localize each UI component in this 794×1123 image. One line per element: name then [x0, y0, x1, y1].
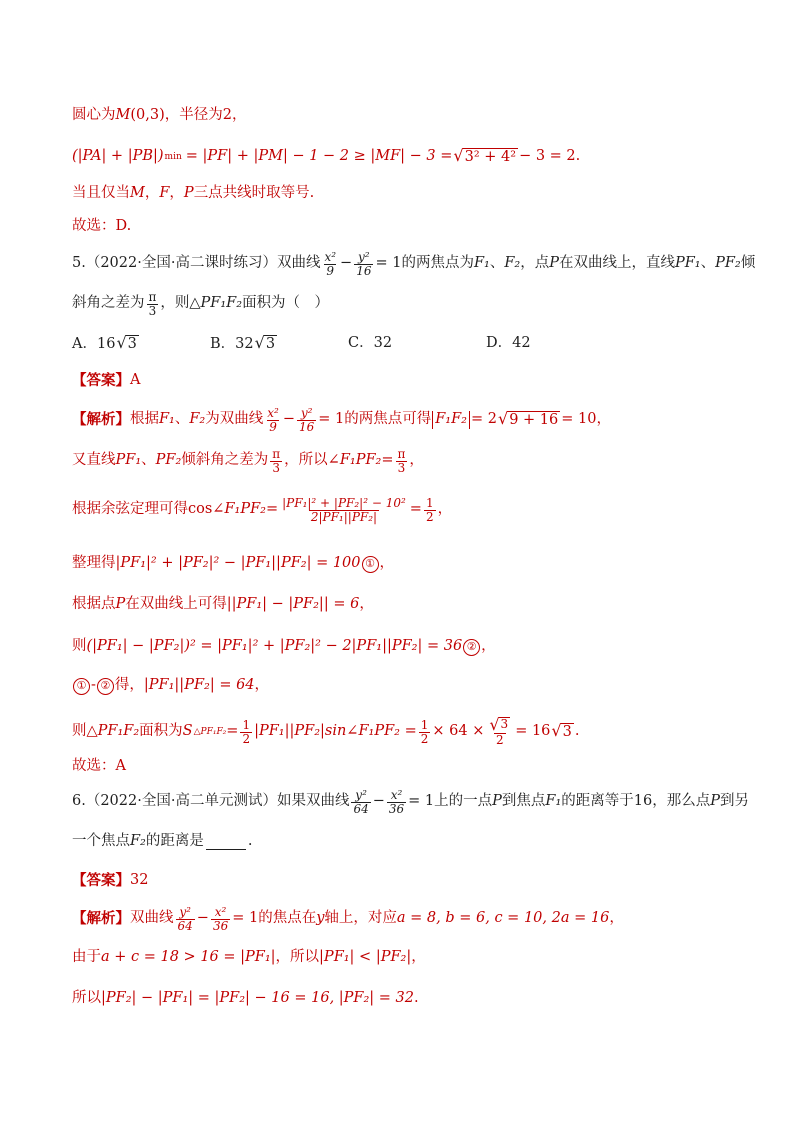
text: 得，	[114, 677, 144, 694]
min-middle: = |PF| + |PM| − 1 − 2 ≥ |MF| − 3 =	[185, 148, 453, 165]
punct: .	[574, 723, 580, 740]
text: ，则△	[160, 295, 201, 312]
punct: ，	[437, 501, 453, 518]
q5-analysis-line6	[72, 627, 734, 667]
area-expression: |PF₁||PF₂|sin∠F₁PF₂ =	[254, 723, 417, 740]
point-p: P	[115, 596, 126, 613]
point-p: P	[549, 255, 559, 272]
parameter-values: a = 8, b = 6, c = 10, 2a = 16	[396, 910, 610, 927]
text: 根据	[130, 411, 159, 428]
text: 上的一点	[434, 793, 493, 810]
q6-prefix: 6.（2022·全国·高二单元测试）如果双曲线	[72, 793, 350, 810]
result-equation: |PF₂| − |PF₁| = |PF₂| − 16 = 16, |PF₂| = 32	[101, 990, 415, 1007]
line-pf2: PF₂	[155, 452, 182, 469]
frac-half: $\frac{1}{2}$	[425, 495, 434, 524]
focus-f2: F₂	[130, 833, 146, 850]
focus-f2: F₂	[189, 411, 206, 428]
text: 到焦点	[501, 793, 546, 810]
sqrt-expression: √ 3² + 4²	[453, 145, 517, 165]
product-result: |PF₁||PF₂| = 64	[143, 677, 255, 694]
punct: ，	[231, 107, 247, 124]
text: 在双曲线上可得	[125, 596, 227, 613]
focus-f1: F₁	[545, 793, 562, 810]
prev-choice: 故选：D.	[72, 218, 132, 235]
punct: 、	[141, 452, 156, 469]
option-a[interactable]: A．16 √ 3	[72, 332, 137, 352]
equals: =	[226, 723, 239, 740]
text: 面积为	[139, 723, 183, 740]
analysis-tag: 【解析】	[72, 411, 130, 429]
equals-one: = 1	[232, 910, 259, 927]
q6-answer	[72, 861, 734, 901]
q5-options	[72, 324, 734, 364]
equals-one: = 1	[375, 255, 402, 272]
radius-text: ，半径为	[164, 107, 223, 124]
focus-f1: F₁	[159, 411, 175, 428]
choice-text: 故选：A	[72, 758, 126, 775]
text: 的两焦点可得	[344, 411, 432, 428]
point-p: P	[710, 793, 721, 810]
text: 当且仅当	[72, 185, 130, 202]
radius-value: 2	[222, 107, 232, 124]
line-pf1: PF₁	[115, 452, 142, 469]
text: 又直线	[72, 452, 116, 469]
point-p: P	[492, 793, 502, 810]
frac-root3-over-2: √ 3 2	[489, 715, 509, 748]
area-subscript: △PF₁F₂	[193, 726, 227, 737]
text: 所以	[72, 990, 101, 1007]
q5-analysis-line1	[72, 400, 734, 440]
radicand: 3² + 4²	[464, 148, 517, 165]
triangle-name: PF₁F₂	[200, 295, 243, 312]
punct: .	[414, 990, 419, 1007]
frac-x: $\frac{\text{x²}}{36}$	[212, 904, 229, 933]
definition-equation: ||PF₁| − |PF₂|| = 6	[226, 596, 360, 613]
q5-analysis-line7	[72, 666, 734, 706]
q5-frac-x: $\frac{\text{x²}}{9}$	[324, 249, 337, 278]
q6-analysis-line2	[72, 938, 734, 978]
q5-frac-pi: $\frac{\pi}{3}$	[148, 289, 157, 318]
q5-analysis-line2	[72, 441, 734, 481]
q5-answer	[72, 361, 734, 401]
q6-analysis-line1	[72, 899, 734, 939]
line-pf1: PF₁	[674, 255, 701, 272]
point-m: M	[130, 185, 145, 202]
q5-frac-y: $\frac{\text{y²}}{16}$	[356, 249, 372, 278]
triangle-name: PF₁F₂	[97, 723, 140, 740]
minus: −	[282, 411, 295, 428]
q6-stem-line1	[72, 782, 750, 822]
answer-tag: 【答案】	[72, 372, 130, 390]
text: 斜角之差为	[72, 295, 145, 312]
q5-analysis-line3	[72, 490, 734, 530]
focus-f1: F₁	[473, 255, 490, 272]
focal-distance: F₁F₂	[432, 411, 470, 428]
punct: 、	[700, 255, 716, 272]
q5-stem-line1	[72, 244, 756, 284]
q5-choice	[72, 747, 734, 787]
text: 为双曲线	[205, 411, 264, 428]
minus: -	[91, 677, 96, 694]
text: 三点共线时取等号.	[193, 185, 315, 202]
q5-analysis-line8	[72, 712, 734, 752]
punct: ，	[609, 910, 624, 927]
text: 由于	[72, 949, 101, 966]
prev-min-line	[72, 137, 734, 177]
equals-one: = 1	[408, 793, 435, 810]
q6-frac-y: $\frac{\text{y²}}{64}$	[353, 787, 369, 816]
text: 的距离等于16，那么点	[561, 793, 711, 810]
equation-2: (|PF₁| − |PF₂|)² = |PF₁|² + |PF₂|² − 2|PF₁||PF₂| = 36	[86, 638, 463, 655]
text: 的焦点在	[258, 910, 317, 927]
inequality: a + c = 18 > 16 = |PF₁|	[101, 949, 276, 966]
center-text: 圆心为	[72, 107, 116, 124]
punct: 、	[489, 255, 505, 272]
q5-analysis-line4	[72, 544, 734, 584]
text: 面积为（ ）	[242, 295, 330, 312]
option-b[interactable]: B．32 √ 3	[210, 332, 276, 352]
q5-prefix: 5.（2022·全国·高二课时练习）双曲线	[72, 255, 321, 272]
text: = 16	[515, 723, 551, 740]
frac-x: $\frac{\text{x²}}{9}$	[267, 405, 279, 434]
min-tail: − 3 = 2	[519, 148, 576, 165]
center-point-m: M	[115, 107, 131, 124]
punct: ，	[254, 677, 270, 694]
q5-stem-line2	[72, 284, 734, 324]
circle-marker-2: ②	[97, 678, 114, 695]
frac-half-2: $\frac{1}{2}$	[420, 717, 429, 746]
text: ，所以∠	[284, 452, 340, 469]
text: 到另	[720, 793, 750, 810]
text: 双曲线	[130, 910, 174, 927]
inequality-2: |PF₁| < |PF₂|	[319, 949, 412, 966]
punct: ，	[144, 185, 160, 202]
punct: ，	[169, 185, 184, 202]
line-pf2: PF₂	[715, 255, 741, 272]
equals: =	[265, 501, 279, 518]
q5-analysis-line5	[72, 585, 734, 625]
q6-stem-line2	[72, 822, 734, 862]
punct: ，	[359, 596, 374, 613]
text: 整理得	[72, 555, 116, 572]
text: 则△	[72, 723, 98, 740]
text: 则	[72, 638, 87, 655]
punct: ，	[596, 411, 611, 428]
q6-analysis-line3	[72, 979, 734, 1019]
minus: −	[340, 255, 353, 272]
text: 一个焦点	[72, 833, 130, 850]
text: 在双曲线上，直线	[558, 255, 675, 272]
frac-pi: $\frac{\pi}{3}$	[272, 446, 281, 475]
option-d[interactable]: D．42	[486, 335, 531, 352]
text: 轴上，对应	[324, 910, 397, 927]
punct: ，	[481, 638, 496, 655]
text: 倾斜角之差为	[181, 452, 269, 469]
equals-one: = 1	[318, 411, 345, 428]
answer-value: 32	[130, 872, 149, 889]
frac-pi-2: $\frac{\pi}{3}$	[397, 446, 406, 475]
text: × 64 ×	[432, 723, 485, 740]
point-f: F	[159, 185, 170, 202]
text: = 10	[561, 411, 597, 428]
frac-y: $\frac{\text{y²}}{16}$	[298, 405, 315, 434]
text: = 2	[471, 411, 497, 428]
angle-name: F₁PF₂	[224, 501, 266, 518]
minus: −	[196, 910, 209, 927]
equation-1: |PF₁|² + |PF₂|² − |PF₁||PF₂| = 100	[115, 555, 361, 572]
text: ，点	[520, 255, 550, 272]
equals: =	[381, 452, 394, 469]
cosine-fraction: $\frac{\text{|PF₁|² + |PF₂|² − 10²}}{\text{2|PF₁||PF₂|}}$	[282, 495, 406, 524]
equals: =	[409, 501, 422, 518]
punct: .	[247, 833, 253, 850]
text: 倾	[740, 255, 756, 272]
angle-name: F₁PF₂	[339, 452, 382, 469]
circle-marker-2: ②	[463, 639, 480, 656]
text: ，所以	[275, 949, 320, 966]
punct: ，	[411, 949, 426, 966]
punct: .	[575, 148, 581, 165]
answer-blank[interactable]	[206, 835, 246, 850]
sqrt-3: √ 3	[551, 720, 572, 740]
circle-marker-1: ①	[362, 556, 379, 573]
prev-choice-line	[72, 207, 734, 247]
prev-center-line	[72, 96, 734, 136]
text: 的两焦点为	[401, 255, 474, 272]
punct: ，	[409, 452, 424, 469]
text: 根据余弦定理可得cos∠	[72, 501, 225, 518]
area-symbol: S	[182, 723, 193, 740]
point-p: P	[183, 185, 194, 202]
frac-half: $\frac{1}{2}$	[242, 717, 251, 746]
q6-frac-x: $\frac{\text{x²}}{36}$	[388, 787, 405, 816]
answer-value: A	[130, 372, 141, 389]
min-lhs: (|PA| + |PB|)	[72, 148, 164, 165]
punct: ，	[379, 555, 395, 572]
text: 的距离是	[145, 833, 204, 850]
sqrt-expression: √ 9 + 16	[497, 408, 559, 428]
min-subscript: min	[164, 151, 182, 162]
frac-y: $\frac{\text{y²}}{64}$	[177, 904, 193, 933]
answer-tag: 【答案】	[72, 872, 130, 890]
punct: 、	[174, 411, 190, 428]
circle-marker-1: ①	[73, 678, 90, 695]
minus: −	[372, 793, 385, 810]
text: 根据点	[72, 596, 116, 613]
axis-y: y	[316, 910, 325, 927]
center-coords: (0,3)	[130, 107, 165, 124]
option-c[interactable]: C．32	[348, 335, 393, 352]
focus-f2: F₂	[504, 255, 521, 272]
analysis-tag: 【解析】	[72, 910, 130, 928]
